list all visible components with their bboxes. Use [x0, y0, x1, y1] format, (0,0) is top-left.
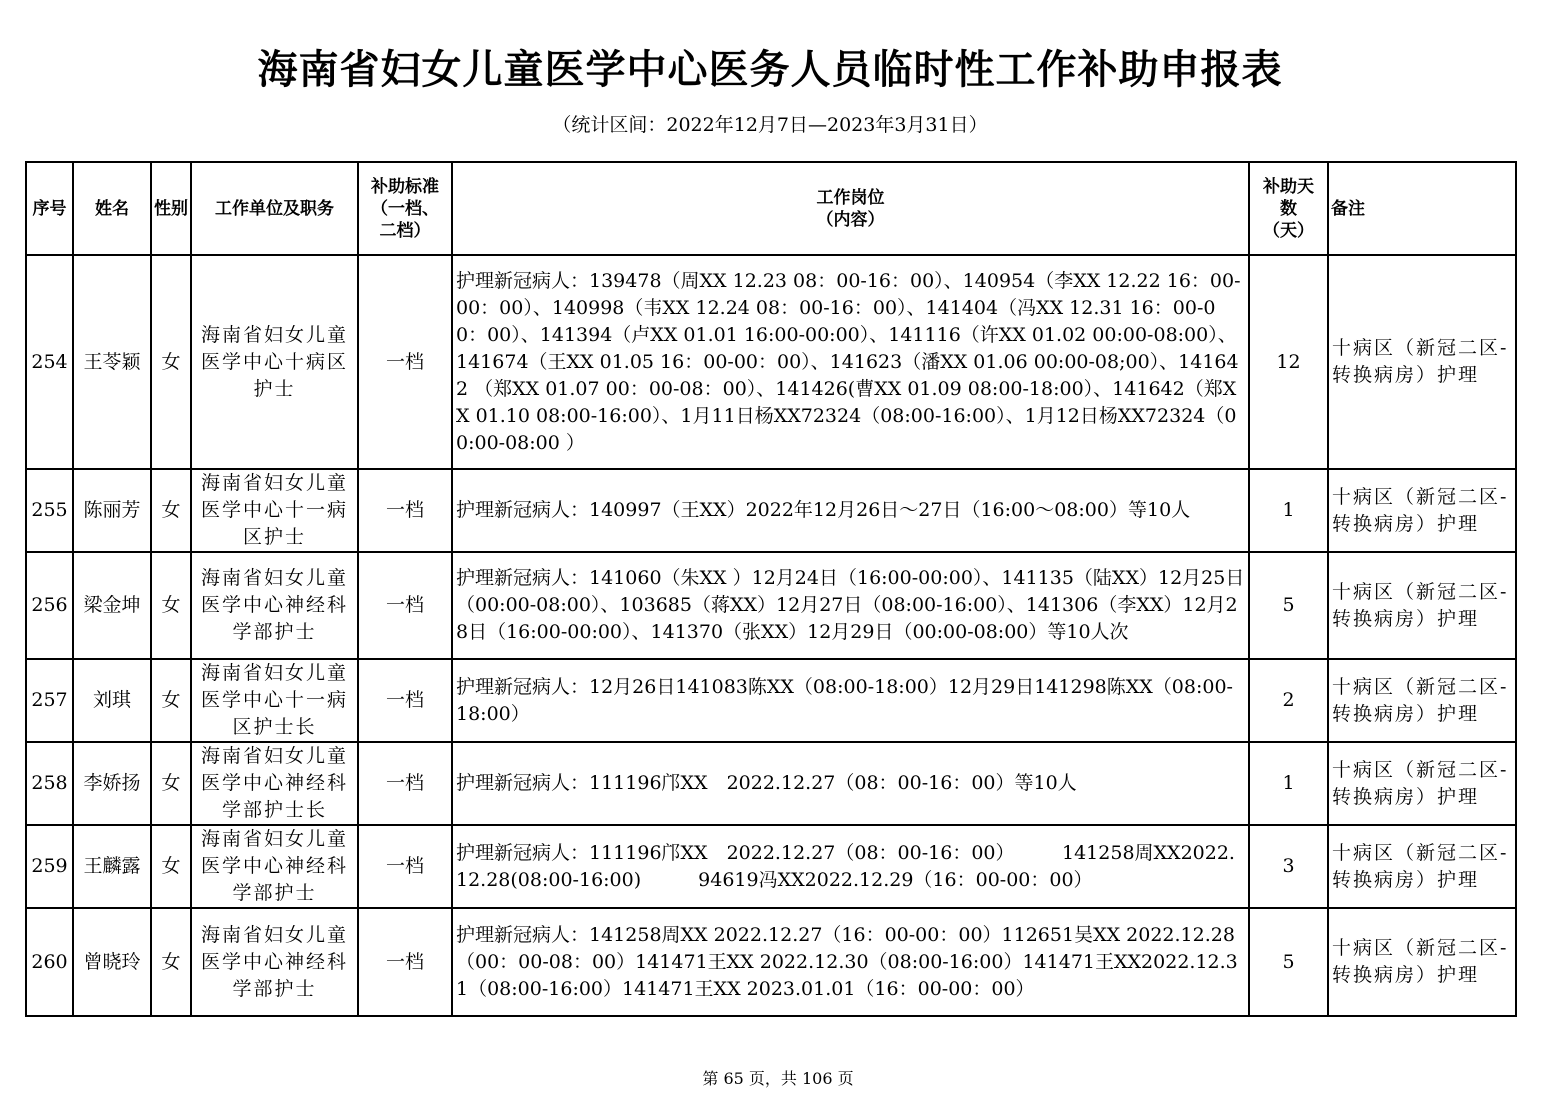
page-footer: 第 65 页，共 106 页 — [702, 1069, 854, 1088]
row-name: 李娇扬 — [73, 742, 151, 825]
row-note: 十病区（新冠二区-转换病房）护理 — [1328, 469, 1516, 552]
row-gender: 女 — [151, 908, 191, 1016]
row-unit: 海南省妇女儿童医学中心十一病区护士长 — [191, 659, 358, 742]
table-row — [26, 552, 1516, 659]
row-name: 陈丽芳 — [73, 469, 151, 552]
row-days: 5 — [1249, 552, 1328, 659]
row-post: 护理新冠病人：139478（周XX 12.23 08：00-16：00）、140954（李XX 12.22 16：00-00：00）、140998（韦XX 12.24 08：00-16：00）、141404（冯XX 12.31 16：00-00：00）、141394（卢XX 01.01 16:00-00:00）、141116（许XX 01.02 00:00-08:00）、141674（王XX 01.05 16：00-00：00）、141623（潘XX 01.06 00:00-08;00）、141642 （郑XX 01.07 00：00-08：00）、141426(曹XX 01.09 08:00-18:00）、141642（郑XX 01.10 08:00-16:00）、1月11日杨XX72324（08:00-16:00）、1月12日杨XX72324（00:00-08:00 ） — [452, 255, 1249, 469]
row-unit: 海南省妇女儿童医学中心神经科学部护士长 — [191, 742, 358, 825]
row-no: 259 — [26, 825, 73, 908]
table-row — [26, 255, 1516, 469]
row-gender: 女 — [151, 742, 191, 825]
row-standard: 一档 — [358, 825, 452, 908]
row-no: 257 — [26, 659, 73, 742]
row-days: 12 — [1249, 255, 1328, 469]
header-post: 工作岗位 （内容） — [452, 162, 1249, 255]
row-note: 十病区（新冠二区-转换病房）护理 — [1328, 552, 1516, 659]
row-post: 护理新冠病人：12月26日141083陈XX（08:00-18:00）12月29日141298陈XX（08:00-18:00） — [452, 659, 1249, 742]
row-note: 十病区（新冠二区-转换病房）护理 — [1328, 255, 1516, 469]
row-unit: 海南省妇女儿童医学中心神经科学部护士 — [191, 908, 358, 1016]
row-name: 王苓颖 — [73, 255, 151, 469]
row-standard: 一档 — [358, 552, 452, 659]
row-name: 梁金坤 — [73, 552, 151, 659]
header-note: 备注 — [1328, 162, 1516, 255]
row-days: 3 — [1249, 825, 1328, 908]
table-body — [26, 255, 1516, 1016]
row-post: 护理新冠病人：141258周XX 2022.12.27（16：00-00：00）112651吴XX 2022.12.28（00：00-08：00）141471王XX 2022.12.30（08:00-16:00）141471王XX2022.12.31（08:00-16:00）141471王XX 2023.01.01（16：00-00：00） — [452, 908, 1249, 1016]
subsidy-table — [25, 161, 1517, 1017]
row-note: 十病区（新冠二区-转换病房）护理 — [1328, 742, 1516, 825]
header-no: 序号 — [26, 162, 73, 255]
row-name: 曾晓玲 — [73, 908, 151, 1016]
header-row — [26, 162, 1516, 255]
row-post: 护理新冠病人：140997（王XX）2022年12月26日～27日（16:00～08:00）等10人 — [452, 469, 1249, 552]
table-row — [26, 469, 1516, 552]
row-note: 十病区（新冠二区-转换病房）护理 — [1328, 659, 1516, 742]
row-post: 护理新冠病人：111196邝XX 2022.12.27（08：00-16：00） 141258周XX2022.12.28(08:00-16:00) 94619冯XX2022.12.29（16：00-00：00） — [452, 825, 1249, 908]
row-unit: 海南省妇女儿童医学中心十病区护士 — [191, 255, 358, 469]
row-no: 254 — [26, 255, 73, 469]
row-no: 260 — [26, 908, 73, 1016]
statistics-period: （统计区间：2022年12月7日—2023年3月31日） — [552, 114, 988, 136]
row-post: 护理新冠病人：111196邝XX 2022.12.27（08：00-16：00）等10人 — [452, 742, 1249, 825]
row-standard: 一档 — [358, 255, 452, 469]
header-gender: 性别 — [151, 162, 191, 255]
row-gender: 女 — [151, 825, 191, 908]
row-days: 1 — [1249, 469, 1328, 552]
table-row — [26, 908, 1516, 1016]
table-row — [26, 659, 1516, 742]
row-unit: 海南省妇女儿童医学中心十一病区护士 — [191, 469, 358, 552]
row-standard: 一档 — [358, 469, 452, 552]
table-row — [26, 742, 1516, 825]
row-note: 十病区（新冠二区-转换病房）护理 — [1328, 908, 1516, 1016]
row-gender: 女 — [151, 469, 191, 552]
row-gender: 女 — [151, 552, 191, 659]
header-name: 姓名 — [73, 162, 151, 255]
row-note: 十病区（新冠二区-转换病房）护理 — [1328, 825, 1516, 908]
row-unit: 海南省妇女儿童医学中心神经科学部护士 — [191, 825, 358, 908]
row-post: 护理新冠病人：141060（朱XX ）12月24日（16:00-00:00）、141135（陆XX）12月25日（00:00-08:00）、103685（蒋XX）12月27日（08:00-16:00）、141306（李XX）12月28日（16:00-00:00）、141370（张XX）12月29日（00:00-08:00）等10人次 — [452, 552, 1249, 659]
row-standard: 一档 — [358, 742, 452, 825]
header-days: 补助天 数 （天） — [1249, 162, 1328, 255]
row-no: 256 — [26, 552, 73, 659]
page-title: 海南省妇女儿童医学中心医务人员临时性工作补助申报表 — [257, 47, 1283, 93]
header-unit: 工作单位及职务 — [191, 162, 358, 255]
row-no: 255 — [26, 469, 73, 552]
row-standard: 一档 — [358, 908, 452, 1016]
row-no: 258 — [26, 742, 73, 825]
row-name: 王麟露 — [73, 825, 151, 908]
row-unit: 海南省妇女儿童医学中心神经科学部护士 — [191, 552, 358, 659]
row-standard: 一档 — [358, 659, 452, 742]
row-days: 5 — [1249, 908, 1328, 1016]
row-days: 1 — [1249, 742, 1328, 825]
row-gender: 女 — [151, 255, 191, 469]
row-days: 2 — [1249, 659, 1328, 742]
row-gender: 女 — [151, 659, 191, 742]
row-name: 刘琪 — [73, 659, 151, 742]
header-standard: 补助标准 （一档、 二档） — [358, 162, 452, 255]
table-row — [26, 825, 1516, 908]
